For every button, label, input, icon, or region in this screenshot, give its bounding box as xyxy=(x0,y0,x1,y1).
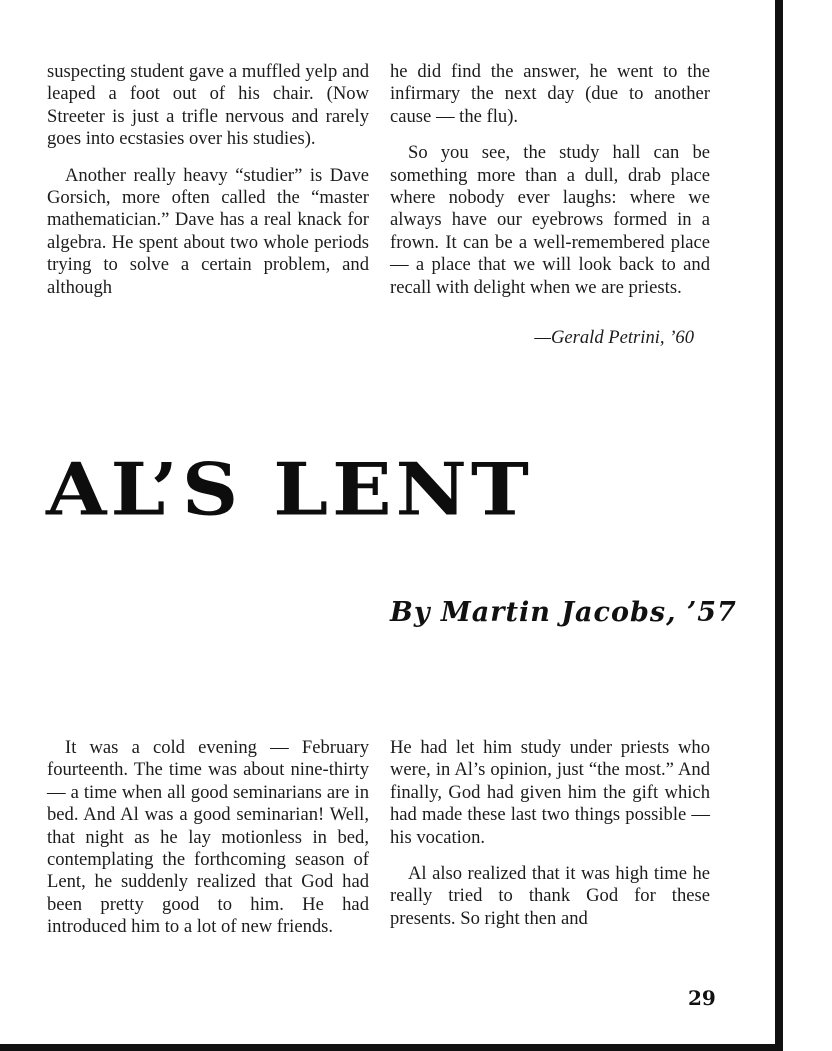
paragraph: Another really heavy “studier” is Dave Gorsich, more often called the “master mathematician.” Dave has a real knack for algebra. He spent about two whole periods trying to solve a certain problem, and although xyxy=(47,164,369,298)
bottom-right-column xyxy=(390,737,710,930)
paragraph: It was a cold evening — February fourteenth. The time was about nine-thirty — a time when all good seminarians are in bed. And Al was a good seminarian! Well, that night as he lay motionless in bed, contemplating the forthcoming season of Lent, he suddenly realized that God had been pretty good to him. He had introduced him to a lot of new friends. xyxy=(47,737,369,938)
paragraph: He had let him study under priests who were, in Al’s opinion, just “the most.” And finally, God had given him the gift which had made these last two things possible — his vocation. xyxy=(390,737,710,848)
page-number: 29 xyxy=(688,986,716,1010)
top-right-column xyxy=(390,61,710,299)
paragraph: Al also realized that it was high time he really tried to thank God for these presents. So right then and xyxy=(390,863,710,929)
top-left-column xyxy=(47,61,369,299)
bottom-left-column xyxy=(47,737,369,939)
scan-border-bottom xyxy=(0,1044,783,1051)
article-title: AL’S LENT xyxy=(46,448,533,533)
article-byline: By Martin Jacobs, ’57 xyxy=(390,597,737,628)
previous-article-byline: —Gerald Petrini, ’60 xyxy=(534,327,694,348)
paragraph: suspecting student gave a muffled yelp and leaped a foot out of his chair. (Now Streeter is just a trifle nervous and rarely goes into ecstasies over his studies). xyxy=(47,61,369,150)
paragraph: he did find the answer, he went to the infirmary the next day (due to another cause — the flu). xyxy=(390,61,710,127)
paragraph: So you see, the study hall can be something more than a dull, drab place where nobody ever laughs: where we always have our eyebrows formed in a frown. It can be a well-remembered place — a place that we will look back to and recall with delight when we are priests. xyxy=(390,142,710,298)
scan-border-right xyxy=(775,0,783,1051)
